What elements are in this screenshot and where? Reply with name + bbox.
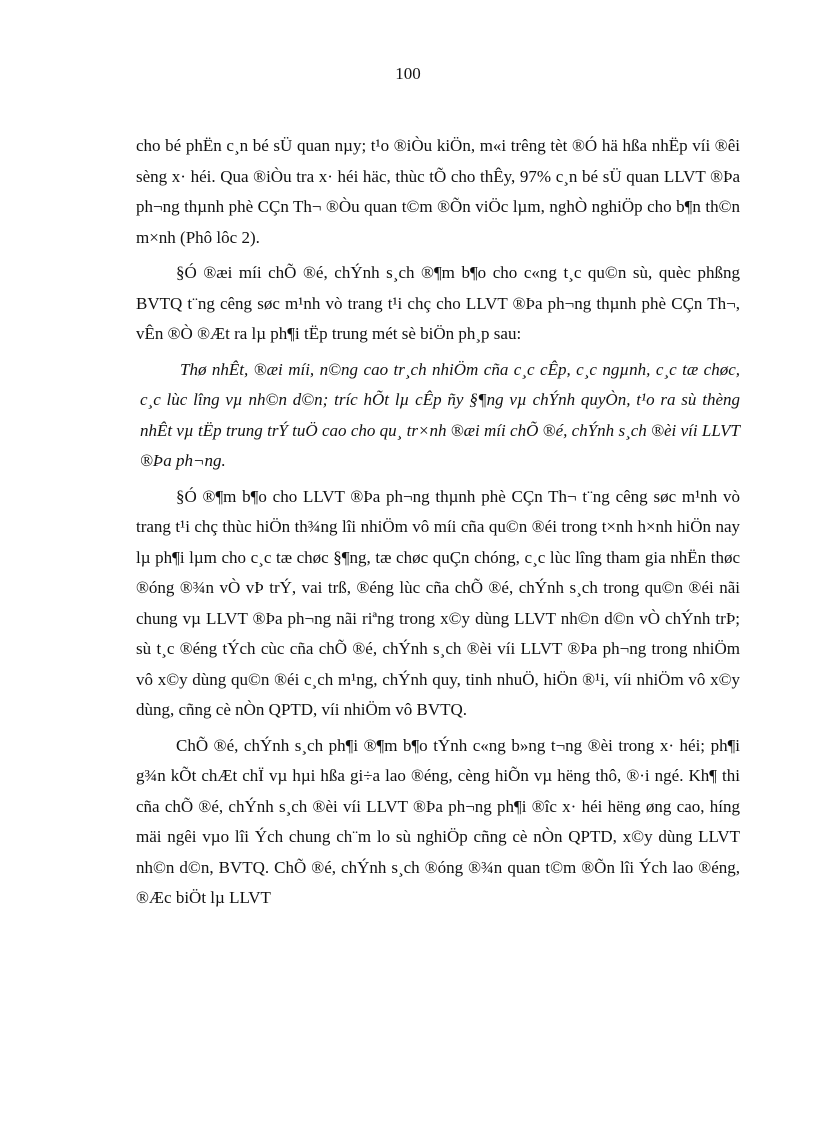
paragraph-1: cho bé phËn c¸n bé sÜ quan nµy; t¹o ®iÒu kiÖn, m«i trêng tèt ®Ó hä hßa nhËp víi ®êi sèng x· héi. Qua ®iÒu tra x· héi häc, thùc tÕ cho thÊy, 97% c¸n bé sÜ quan LLVT ®Þa ph¬ng thµnh phè CÇn Th¬ ®Òu quan t©m ®Õn viÖc lµm, nghÒ nghiÖp cho b¶n th©n m×nh (Phô lôc 2). bbox=[136, 136, 740, 247]
paragraph-2: §Ó ®æi míi chÕ ®é, chÝnh s¸ch ®¶m b¶o cho c«ng t¸c qu©n sù, quèc phßng BVTQ t¨ng cêng søc m¹nh vò trang t¹i chç cho LLVT ®Þa ph¬ng thµnh phè CÇn Th¬, vÊn ®Ò ®Æt ra lµ ph¶i tËp trung mét sè biÖn ph¸p sau: bbox=[136, 263, 740, 343]
paragraph-5: ChÕ ®é, chÝnh s¸ch ph¶i ®¶m b¶o tÝnh c«ng b»ng t¬ng ®èi trong x· héi; ph¶i g¾n kÕt chÆt chÏ vµ hµi hßa gi÷a lao ®éng, cèng hiÕn vµ hëng thô, ®·i ngé. Kh¶ thi cña chÕ ®é, chÝnh s¸ch ®èi víi LLVT ®Þa ph¬ng ph¶i ®îc x· héi hëng øng cao, híng mäi ngêi vµo lîi Ých chung ch¨m lo sù nghiÖp cñng cè nÒn QPTD, x©y dùng LLVT nh©n d©n, BVTQ. ChÕ ®é, chÝnh s¸ch ®óng ®¾n quan t©m ®Õn lîi Ých lao ®éng, ®Æc biÖt lµ LLVT bbox=[136, 735, 740, 907]
page-number: 100 bbox=[395, 64, 421, 83]
paragraph-3-italic: Thø nhÊt, ®æi míi, n©ng cao tr¸ch nhiÖm cña c¸c cÊp, c¸c ngµnh, c¸c tæ chøc, c¸c lùc lîng vµ nh©n d©n; tríc hÕt lµ cÊp ñy §¶ng vµ chÝnh quyÒn, t¹o ra sù thèng nhÊt vµ tËp trung trÝ tuÖ cao cho qu¸ tr×nh ®æi míi chÕ ®é, chÝnh s¸ch ®èi víi LLVT ®Þa ph¬ng. bbox=[140, 359, 740, 470]
document-body bbox=[136, 131, 740, 919]
paragraph-4: §Ó ®¶m b¶o cho LLVT ®Þa ph¬ng thµnh phè CÇn Th¬ t¨ng cêng søc m¹nh vò trang t¹i chç thùc hiÖn th¾ng lîi nhiÖm vô míi cña qu©n ®éi trong t×nh h×nh hiÖn nay lµ ph¶i lµm cho c¸c tæ chøc §¶ng, tæ chøc quÇn chóng, c¸c lùc lîng tham gia nhËn thøc ®óng ®¾n vÒ vÞ trÝ, vai trß, ®éng lùc cña chÕ ®é, chÝnh s¸ch trong qu©n ®éi nãi chung vµ LLVT ®Þa ph¬ng nãi riªng trong x©y dùng LLVT nh©n d©n vÒ chÝnh trÞ; sù t¸c ®éng tÝch cùc cña chÕ ®é, chÝnh s¸ch ®èi víi LLVT ®Þa ph¬ng trong nhiÖm vô x©y dùng qu©n ®éi c¸ch m¹ng, chÝnh quy, tinh nhuÖ, hiÖn ®¹i, víi nhiÖm vô x©y dùng, cñng cè nÒn QPTD, víi nhiÖm vô BVTQ. bbox=[136, 486, 740, 719]
